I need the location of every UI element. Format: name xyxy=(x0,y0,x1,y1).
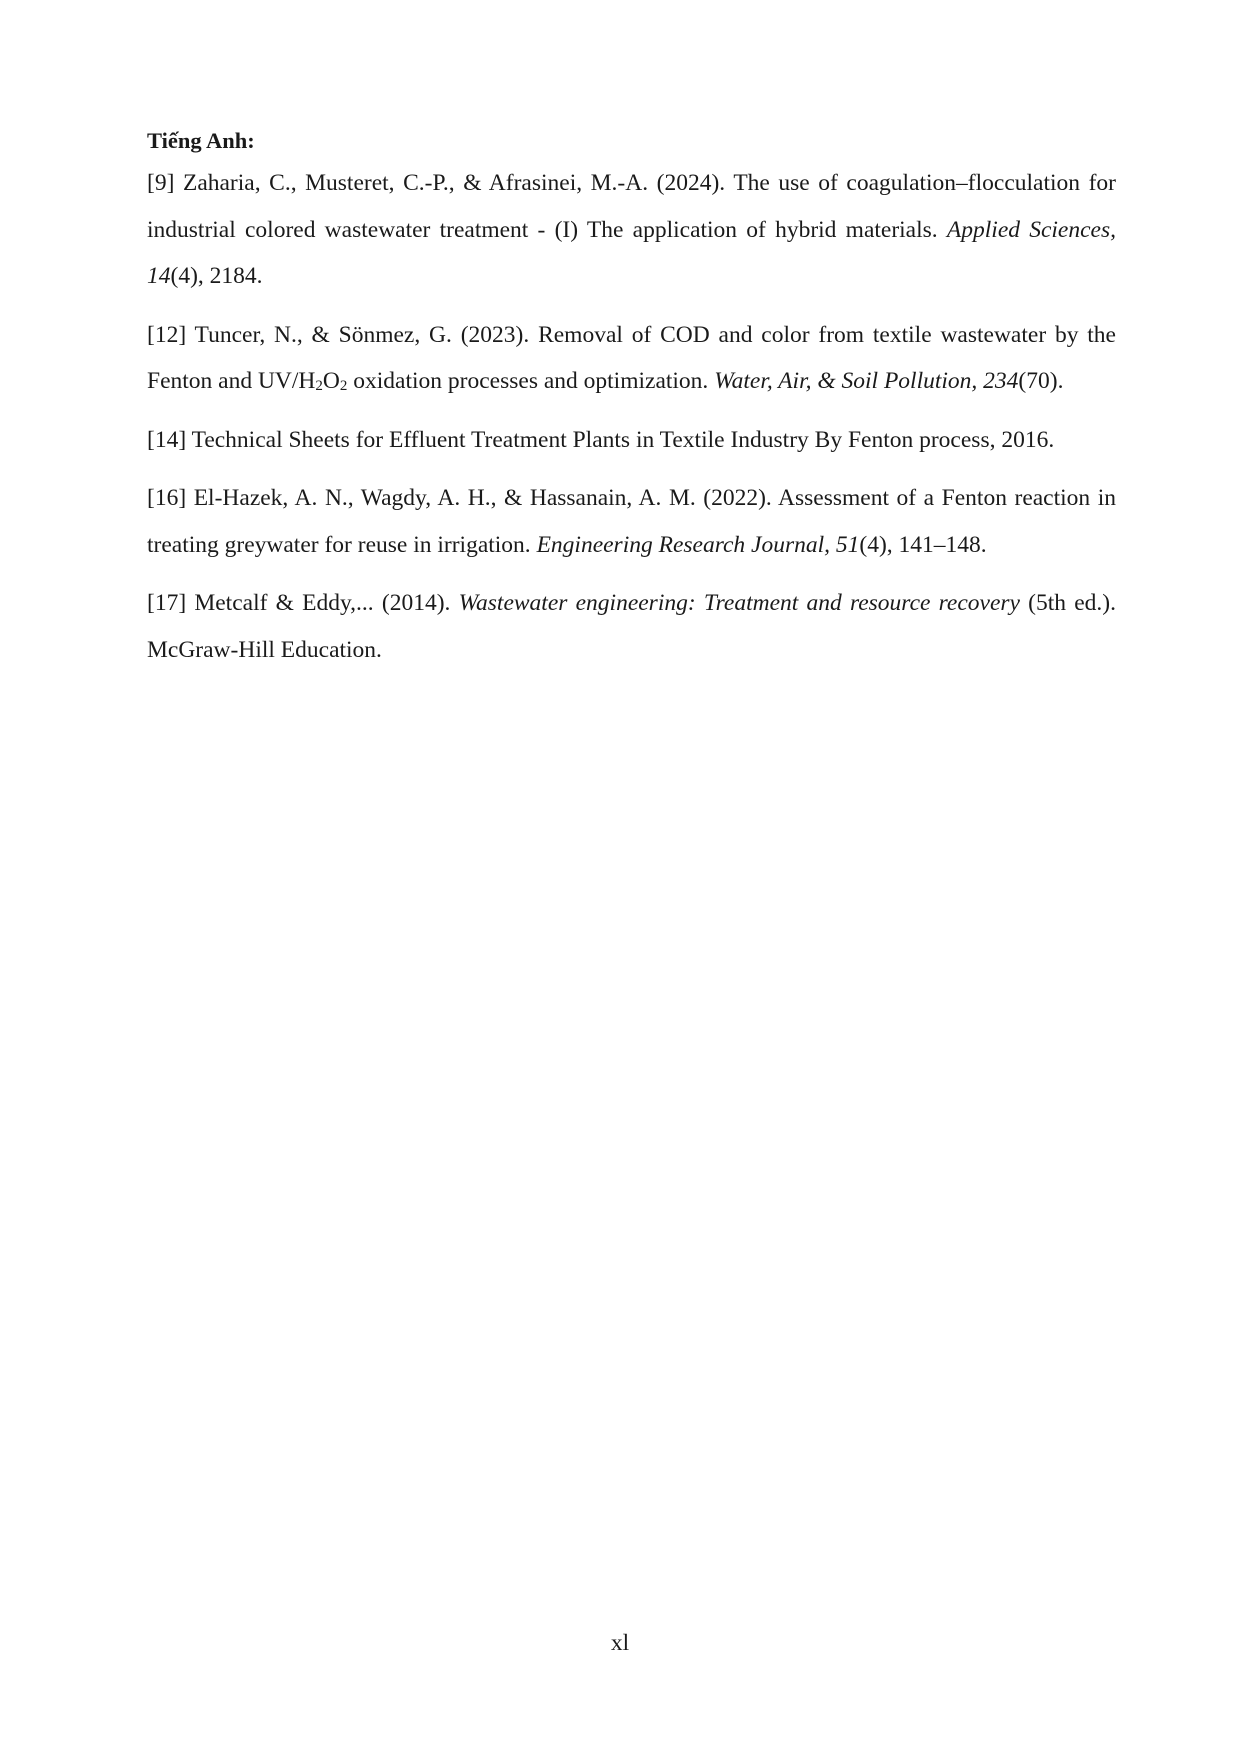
reference-number: [17] xyxy=(147,590,187,616)
reference-number: [14] xyxy=(147,426,187,453)
reference-item xyxy=(147,160,1116,300)
references-section xyxy=(147,124,1116,685)
reference-text: Tuncer, N., & Sönmez, G. (2023). Removal of COD and color from textile wastewater by the Fenton and UV/H xyxy=(147,321,1116,394)
reference-tail: (70). xyxy=(1018,368,1064,394)
reference-item xyxy=(147,312,1116,405)
reference-tail: (5th ed.). McGraw-Hill Education. xyxy=(147,590,1116,663)
section-heading: Tiếng Anh: xyxy=(147,128,255,153)
reference-book-title: Wastewater engineering: Treatment and resource recovery xyxy=(458,590,1020,616)
subscript: 2 xyxy=(315,378,323,394)
reference-tail: (4), 141–148. xyxy=(859,531,987,558)
reference-number: [9] xyxy=(147,170,175,196)
reference-text: Zaharia, C., Musteret, C.-P., & Afrasinei, M.-A. (2024). The use of coagulation–flocculation for industrial colored wastewater treatment - (I) The application of hybrid materials. xyxy=(147,170,1116,243)
reference-journal: Applied Sciences, 14 xyxy=(147,216,1116,289)
reference-journal: Water, Air, & Soil Pollution, 234 xyxy=(714,368,1019,394)
reference-item xyxy=(147,475,1116,568)
reference-text: oxidation processes and optimization. xyxy=(347,368,715,394)
reference-text: Technical Sheets for Effluent Treatment Plants in Textile Industry By Fenton process, 2016. xyxy=(186,426,1055,453)
reference-text: Metcalf & Eddy,... (2014). xyxy=(186,590,459,616)
reference-text: O xyxy=(322,368,340,394)
reference-item xyxy=(147,580,1116,673)
reference-number: [16] xyxy=(147,485,187,511)
subscript: 2 xyxy=(339,378,348,394)
reference-item xyxy=(147,417,1116,464)
page-number: xl xyxy=(610,1630,630,1656)
reference-text: El-Hazek, A. N., Wagdy, A. H., & Hassanain, A. M. (2022). Assessment of a Fenton reaction in treating greywater for reuse in irrigation. xyxy=(147,485,1116,558)
reference-tail: (4), 2184. xyxy=(170,263,263,289)
reference-number: [12] xyxy=(147,321,187,348)
reference-journal: Engineering Research Journal, 51 xyxy=(536,531,860,558)
